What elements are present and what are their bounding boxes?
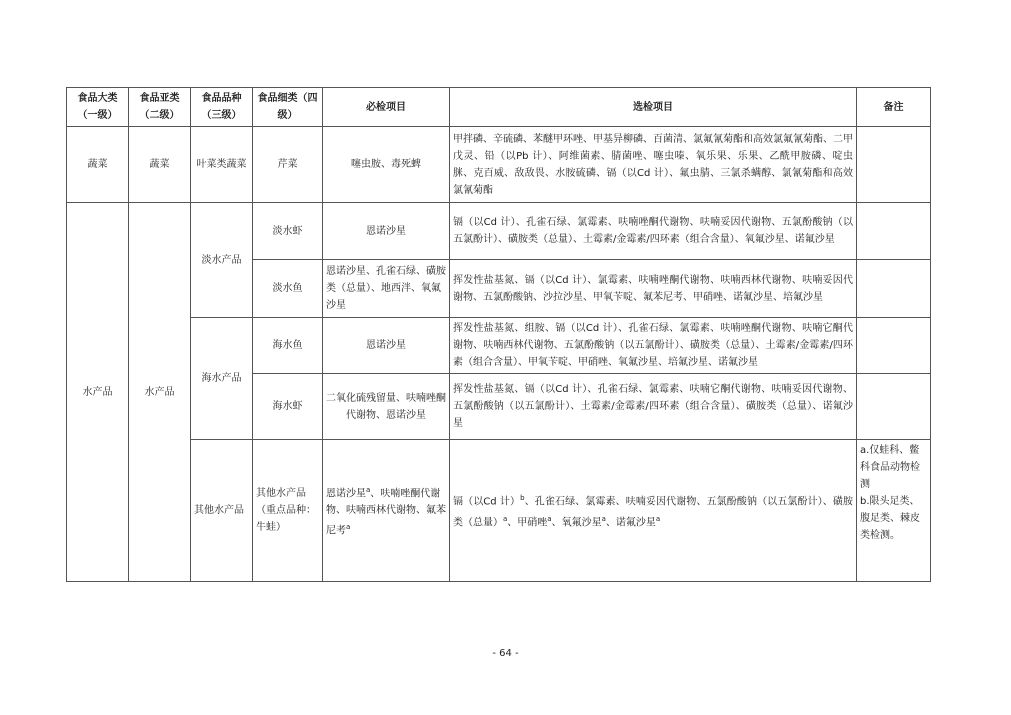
cell-required: 恩诺沙星 [323,318,450,374]
footnote-marker: a [655,514,661,523]
footnote-marker: b [520,494,525,503]
optional-text: 、甲硝唑 [507,516,548,528]
cell-cat3: 叶菜类蔬菜 [191,127,253,203]
footnote-marker: a [366,485,371,494]
optional-text: 镉（以Cd 计） [453,496,521,508]
required-text: 、呋喃唑酮代谢物、呋喃西林代谢物、氟苯尼考 [326,488,446,537]
header-category-level3: 食品品种（三级） [191,88,253,127]
table-row-celery [67,127,931,203]
header-required-items: 必检项目 [323,88,450,127]
cell-optional: 镉（以Cd 计）、孔雀石绿、氯霉素、呋喃唑酮代谢物、呋喃妥因代谢物、五氯酚酸钠（以五氯酚计）、磺胺类（总量）、土霉素/金霉素/四环素（组合含量）、氧氟沙星、诺氟沙星 [450,203,857,260]
footnote-marker: a [601,514,606,523]
cell-cat1-aquatic: 水产品 [67,203,129,582]
cell-required: 恩诺沙星、孔雀石绿、磺胺类（总量）、地西泮、氧氟沙星 [323,260,450,318]
cell-cat4: 其他水产品（重点品种：牛蛙） [253,440,323,582]
cell-required: 二氧化硫残留量、呋喃唑酮代谢物、恩诺沙星 [323,374,450,440]
inspection-table [66,87,931,582]
cell-optional: 甲拌磷、辛硫磷、苯醚甲环唑、甲基异柳磷、百菌清、氯氟氰菊酯和高效氯氟氰菊酯、二甲戊灵、铅（以Pb 计）、阿维菌素、腈菌唑、噻虫嗪、氧乐果、乐果、乙酰甲胺磷、啶虫脒、克百威、敌敌畏、水胺硫磷、镉（以Cd 计）、氟虫腈、三氯杀螨醇、氯氰菊酯和高效氯氰菊酯 [450,127,857,203]
optional-text: 、诺氟沙星 [605,516,656,528]
cell-note [857,260,931,318]
page-number: - 64 - [492,648,519,659]
cell-optional [450,440,857,582]
header-category-level1: 食品大类（一级） [67,88,129,127]
cell-required: 噻虫胺、毒死蜱 [323,127,450,203]
optional-text: 、孔雀石绿、氯霉素、呋喃妥因代谢物、五氯酚酸钠（以五氯酚计）、磺胺类（总量） [453,496,854,528]
cell-note [857,440,931,582]
cell-note [857,318,931,374]
note-a: a.仅蛙科、鳖科食品动物检测 [860,445,920,490]
table-row-freshwater-shrimp [67,203,931,260]
cell-required [323,440,450,582]
cell-cat2: 蔬菜 [129,127,191,203]
note-b: b.限头足类、腹足类、棘皮类检测。 [860,496,920,541]
cell-cat4: 淡水鱼 [253,260,323,318]
cell-note [857,374,931,440]
optional-text: 、氧氟沙星 [551,516,602,528]
cell-required: 恩诺沙星 [323,203,450,260]
header-notes: 备注 [857,88,931,127]
cell-cat4: 海水虾 [253,374,323,440]
cell-cat3-freshwater: 淡水产品 [191,203,253,318]
cell-note [857,203,931,260]
footnote-marker: a [547,514,552,523]
cell-note [857,127,931,203]
cell-cat4: 海水鱼 [253,318,323,374]
table-row-other-aquatic [67,440,931,582]
cell-optional: 挥发性盐基氮、镉（以Cd 计）、孔雀石绿、氯霉素、呋喃它酮代谢物、呋喃妥因代谢物、五氯酚酸钠（以五氯酚计）、土霉素/金霉素/四环素（组合含量）、磺胺类（总量）、诺氟沙星 [450,374,857,440]
footnote-marker: a [346,523,351,531]
header-category-level2: 食品亚类（二级） [129,88,191,127]
cell-cat4: 淡水虾 [253,203,323,260]
header-row [67,88,931,127]
cell-optional: 挥发性盐基氮、组胺、镉（以Cd 计）、孔雀石绿、氯霉素、呋喃唑酮代谢物、呋喃它酮代谢物、呋喃西林代谢物、五氯酚酸钠（以五氯酚计）、磺胺类（总量）、土霉素/金霉素/四环素（组合含量）、甲氧苄啶、甲硝唑、氧氟沙星、培氟沙星、诺氟沙星 [450,318,857,374]
footnote-marker: a [503,514,508,523]
cell-optional: 挥发性盐基氮、镉（以Cd 计）、氯霉素、呋喃唑酮代谢物、呋喃西林代谢物、呋喃妥因代谢物、五氯酚酸钠、沙拉沙星、甲氧苄啶、氟苯尼考、甲硝唑、诺氟沙星、培氟沙星 [450,260,857,318]
cell-cat4: 芹菜 [253,127,323,203]
cell-cat2-aquatic: 水产品 [129,203,191,582]
header-category-level4: 食品细类（四级） [253,88,323,127]
cell-cat3-other: 其他水产品 [191,440,253,582]
table-row-seawater-fish [67,318,931,374]
cell-cat1: 蔬菜 [67,127,129,203]
cell-cat3-seawater: 海水产品 [191,318,253,440]
required-text: 恩诺沙星 [326,488,366,499]
header-optional-items: 选检项目 [450,88,857,127]
